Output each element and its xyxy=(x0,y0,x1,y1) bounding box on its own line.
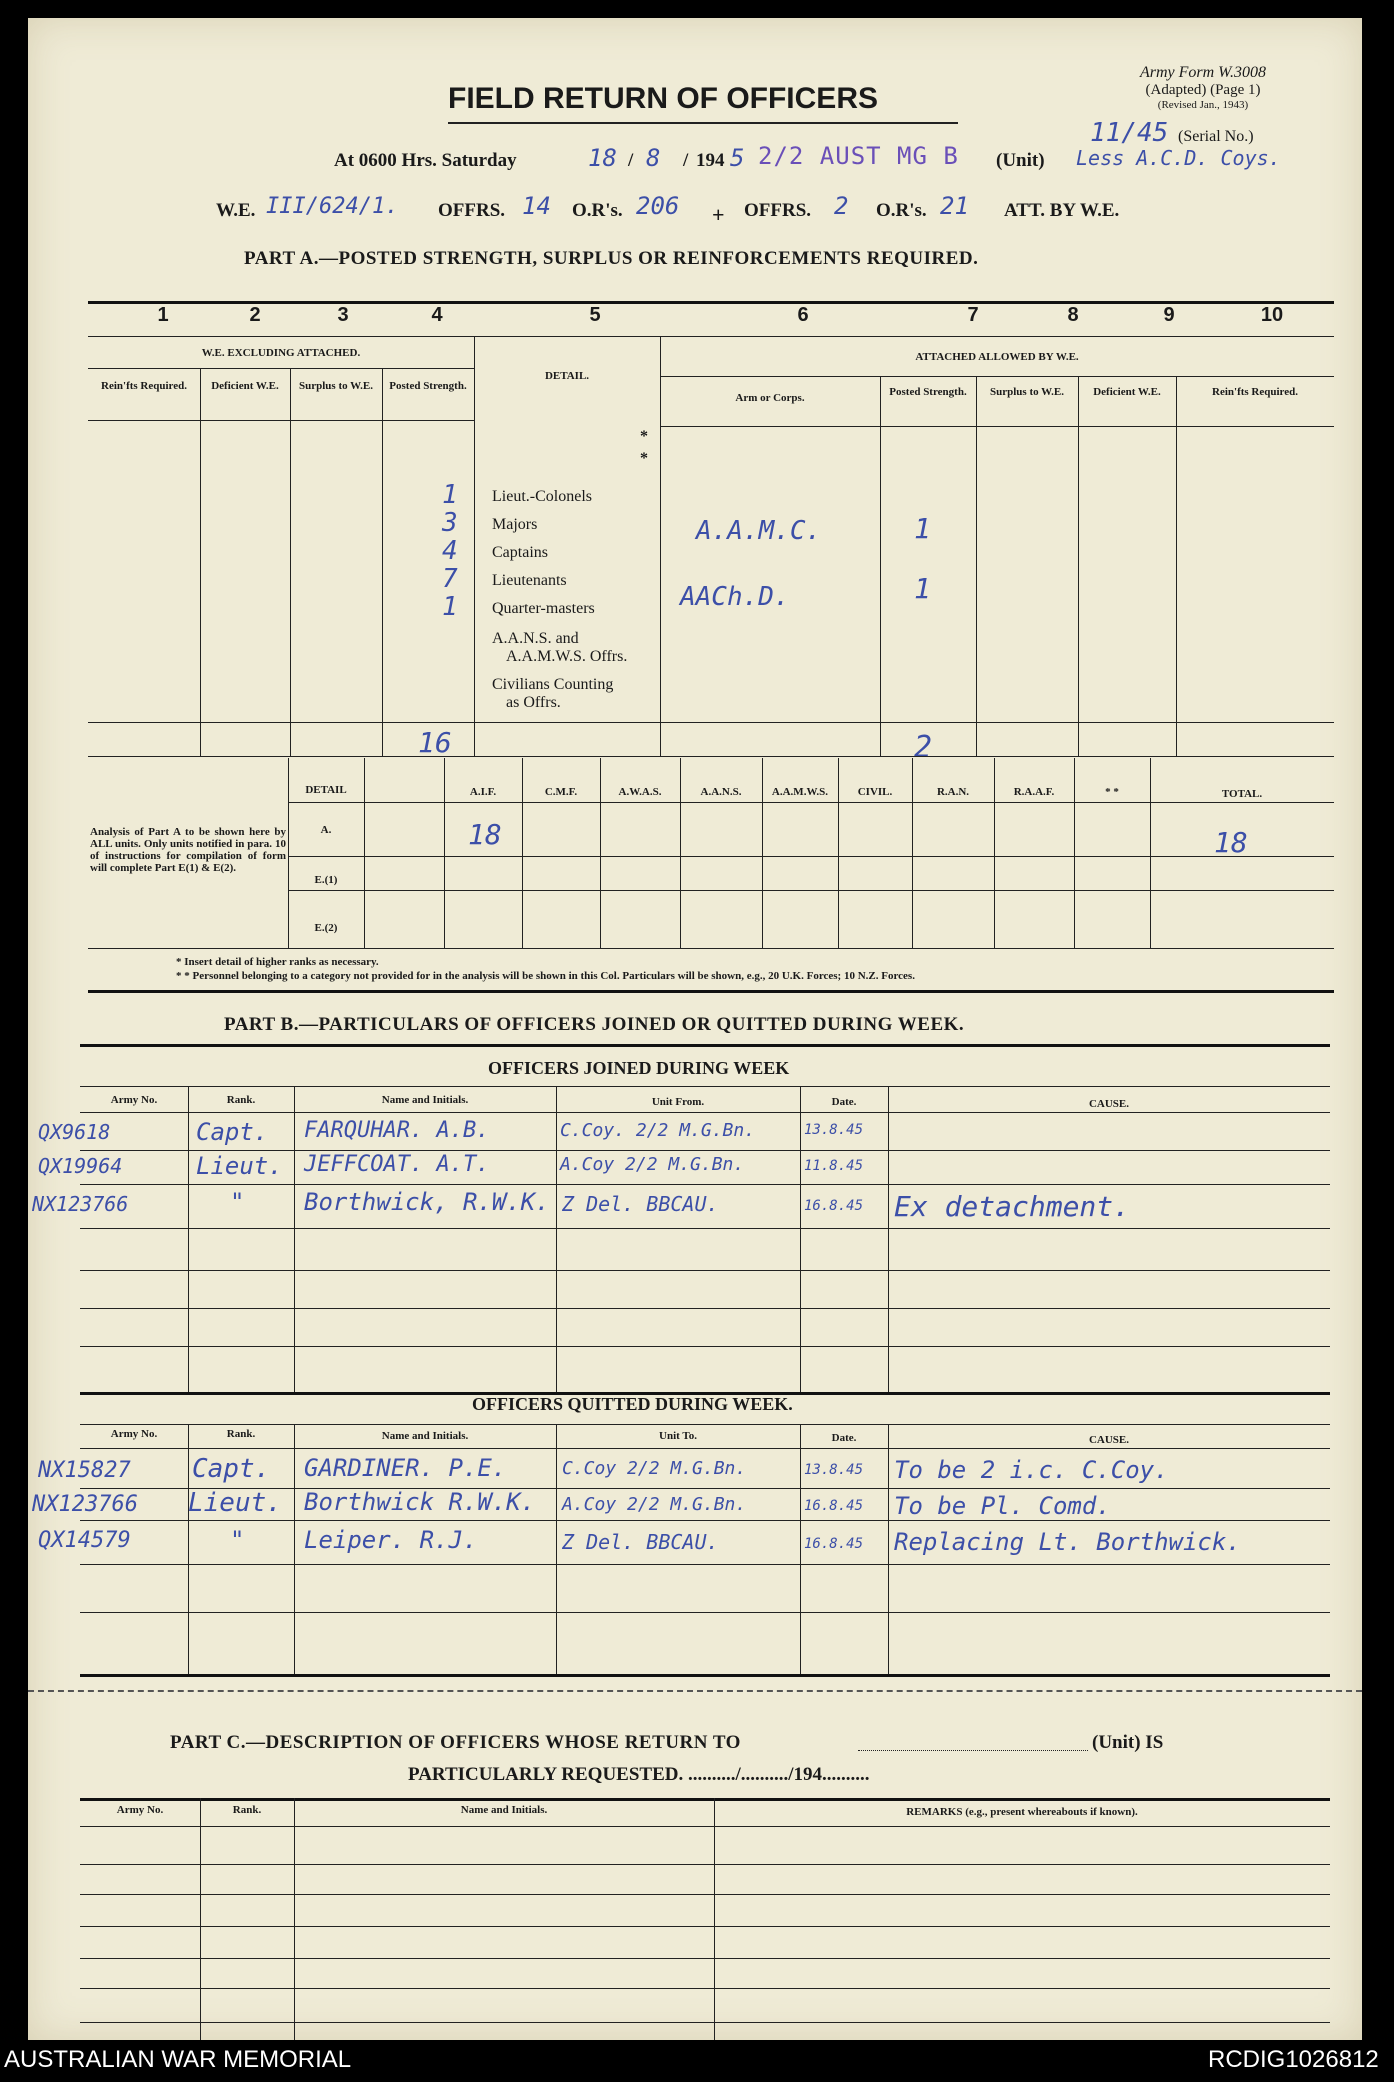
qh-date: Date. xyxy=(831,1432,857,1444)
column-numbers: 1 2 3 4 5 6 7 8 9 10 xyxy=(157,304,1284,326)
rank-captains: Captains xyxy=(492,544,548,561)
part-b-title: PART B.—PARTICULARS OF OFFICERS JOINED OR QUITTED DURING WEEK. xyxy=(224,1014,965,1035)
star-1: * xyxy=(640,428,648,445)
date-day: 18 xyxy=(588,144,617,172)
ors2-value: 21 xyxy=(940,192,969,220)
serial-label: (Serial No.) xyxy=(1178,128,1254,145)
footnote-2: * * Personnel belonging to a category not provided for in the analysis will be shown in this Col. Particulars will be shown, e.g., 20 U.K. Forces; 10 N.Z. Forces. xyxy=(176,970,915,982)
col-att-deficient: Deficient W.E. xyxy=(1093,386,1161,398)
qh-name: Name and Initials. xyxy=(381,1430,469,1442)
an-h-cmf: C.M.F. xyxy=(544,786,578,798)
jh-rank: Rank. xyxy=(226,1094,256,1106)
posted-lieutenants: 7 xyxy=(442,564,458,594)
unit-label: (Unit) xyxy=(996,150,1045,171)
posted-captains: 4 xyxy=(442,536,458,566)
part-c-title-line2: PARTICULARLY REQUESTED. ........../........../194.......... xyxy=(408,1764,870,1785)
civ-line1: Civilians Counting xyxy=(492,676,614,693)
star-2: * xyxy=(640,450,648,467)
ors2-label: O.R's. xyxy=(876,200,927,221)
jh-army-no: Army No. xyxy=(110,1094,158,1106)
form-ref-line1: Army Form W.3008 xyxy=(1139,64,1267,81)
col-posted: Posted Strength. xyxy=(389,380,467,392)
rank-lieutenants: Lieutenants xyxy=(492,572,567,589)
rank-lt-col: Lieut.-Colonels xyxy=(492,488,592,505)
an-h-aamws: A.A.M.W.S. xyxy=(771,786,829,798)
form-sheet: Army Form W.3008 (Adapted) (Page 1) (Revised Jan., 1943) 11/45 (Serial No.) FIELD RETURN OF OFFICERS At 0600 Hrs. Saturday 18 / 8 / 194 5 2/2 AUST MG B (Unit) Less A.C.D. Coys. W.E. III/624/1. OFFRS. 14 O.R's. 206 + OFFRS. 2 O.R's. 21 ATT. BY W.E. PART A.—POSTED STRENGTH, SURPLUS OR REINFORCEMENTS REQUIRED. 1 2 3 4 5 6 7 8 9 10 W.E. EXCLUDING ATTACHED. ATTACHED ALLOWED BY W.E. DETAIL. Rein'fts Required. Deficient W.E. Surplus to W.E. Posted Strength. Arm or Corps. Posted Strength. Surplus to W.E. Deficient W.E. Rein'fts Required. * * Lieut.-Colonels Majors Captains Lieutenants Quarter-masters A.A.N.S. and A.A.M.W.S. Offrs. Civilians Counting as Offrs. 1 3 4 7 1 A.A.M.C. 1 AACh.D. 1 16 2 Analysis of Part A to be shown here by ALL units. Only units notified in para. 10 of instructions for compilation of form will complete Part E(1) & E(2). DETAIL A.I.F. C.M.F. A.W.A.S. A.A.N.S. A.A.M.W.S. CIVIL. R.A.N. R.A.A.F. * * TOTAL. A. 18 18 E.(1) E.(2) * Insert detail of higher ranks as necessary. * * Personnel belonging to a category not provided for in the analysis will be shown in this Col. Particulars will be shown, e.g., 20 U.K. Forces; 10 N.Z. Forces. PART B.—PARTICULARS OF OFFICERS JOINED OR QUITTED DURING WEEK. OFFICERS JOINED DURING WEEK Army No. Rank. Name and Initials. Unit From. Date. CAUSE. QX9618 Capt. FARQUHAR. A.B. C.Coy. 2/2 M.G.Bn. 13.8.45 QX19964 Lieut. JEFFCOAT. A.T. A.Coy 2/2 M.G.Bn. 11.8.45 NX123766 " Borthwick, R.W.K. Z Del. BBCAU. 16.8.45 Ex detachment. OFFICERS QUITTED DURING WEEK. Army No. Rank. Name and Initials. Unit To. Date. CAUSE. NX15827 Capt. GARDINER. P.E. C.Coy 2/2 M.G.Bn. 13.8.45 To be 2 i.c. C.Coy. NX123766 Lieut. Borthwick R.W.K. A.Coy 2/2 M.G.Bn. 16.8.45 To be Pl. Comd. QX14579 " Leiper. R.J. Z Del. BBCAU. 16.8.45 Replacing Lt. Borthwick. PART C.—DESCRIPTION OF OFFICERS WHOSE RETURN TO (Unit) IS PARTICULARLY REQUESTED. ........../........../194.......... Army No. Rank. Name and Initials. REMARKS (e.g., present whereabouts if known). xyxy=(28,18,1362,2040)
group-right-header: ATTACHED ALLOWED BY W.E. xyxy=(915,351,1079,363)
date-month: 8 xyxy=(646,144,661,172)
unit-note: Less A.C.D. Coys. xyxy=(1076,146,1281,170)
plus-sign: + xyxy=(712,202,725,227)
col-att-surplus: Surplus to W.E. xyxy=(990,386,1064,398)
jh-date: Date. xyxy=(831,1096,857,1108)
joined-title: OFFICERS JOINED DURING WEEK xyxy=(488,1058,790,1078)
form-title: FIELD RETURN OF OFFICERS xyxy=(448,82,878,115)
qh-rank: Rank. xyxy=(226,1428,256,1440)
serial-value: 11/45 xyxy=(1090,118,1169,148)
offrs-value: 14 xyxy=(522,192,551,220)
an-h-detail: DETAIL xyxy=(305,784,347,796)
posted-majors: 3 xyxy=(442,508,458,538)
an-h-aans: A.A.N.S. xyxy=(700,786,742,798)
col-reinfts: Rein'fts Required. xyxy=(101,380,187,392)
form-ref-line2: (Adapted) (Page 1) xyxy=(1145,82,1261,98)
ors-value: 206 xyxy=(636,192,680,220)
ch-remarks: REMARKS (e.g., present whereabouts if known). xyxy=(906,1806,1138,1818)
an-aif-a: 18 xyxy=(468,818,502,851)
at-label: At 0600 Hrs. Saturday xyxy=(334,150,517,171)
jh-unit: Unit From. xyxy=(651,1096,705,1108)
jh-name: Name and Initials. xyxy=(381,1094,469,1106)
attached-corps-2: AACh.D. xyxy=(680,582,790,612)
col-arm-corps: Arm or Corps. xyxy=(735,392,805,404)
an-total-a: 18 xyxy=(1214,826,1248,859)
attached-corps-1: A.A.M.C. xyxy=(696,516,822,546)
offrs-label: OFFRS. xyxy=(438,200,506,221)
part-c-title-post: (Unit) IS xyxy=(1092,1732,1164,1753)
attached-posted-2: 1 xyxy=(914,572,931,605)
an-h-ran: R.A.N. xyxy=(936,786,970,798)
quitted-title: OFFICERS QUITTED DURING WEEK. xyxy=(472,1394,793,1414)
ch-rank: Rank. xyxy=(232,1804,262,1816)
an-h-other: * * xyxy=(1105,786,1119,798)
unit-stamp: 2/2 AUST MG B xyxy=(758,142,959,170)
col-att-reinfts: Rein'fts Required. xyxy=(1212,386,1298,398)
offrs2-value: 2 xyxy=(834,192,849,220)
group-left-header: W.E. EXCLUDING ATTACHED. xyxy=(201,347,361,359)
qh-army-no: Army No. xyxy=(110,1428,158,1440)
an-h-total: TOTAL. xyxy=(1221,788,1263,800)
we-label: W.E. xyxy=(216,200,256,221)
civ-line2: as Offrs. xyxy=(506,694,561,711)
attached-posted-1: 1 xyxy=(914,512,931,545)
date-year-hw: 5 xyxy=(730,144,745,172)
an-h-awas: A.W.A.S. xyxy=(618,786,662,798)
part-c-unit-blank xyxy=(858,1750,1088,1751)
posted-lt-col: 1 xyxy=(442,480,458,510)
rank-qm: Quarter-masters xyxy=(492,600,595,617)
qh-unit: Unit To. xyxy=(659,1430,697,1442)
part-c-title-pre: PART C.—DESCRIPTION OF OFFICERS WHOSE RETURN TO xyxy=(170,1732,741,1753)
ch-name: Name and Initials. xyxy=(460,1804,548,1816)
an-h-civil: CIVIL. xyxy=(857,786,893,798)
ch-army-no: Army No. xyxy=(116,1804,164,1816)
an-h-raaf: R.A.A.F. xyxy=(1013,786,1055,798)
offrs2-label: OFFRS. xyxy=(744,200,812,221)
form-ref-line3: (Revised Jan., 1943) xyxy=(1157,99,1249,111)
col-surplus: Surplus to W.E. xyxy=(299,380,373,392)
tear-line xyxy=(28,1690,1362,1692)
qh-cause: CAUSE. xyxy=(1088,1434,1130,1446)
footer-id: RCDIG1026812 xyxy=(1208,2046,1379,2073)
part-a-title: PART A.—POSTED STRENGTH, SURPLUS OR REINFORCEMENTS REQUIRED. xyxy=(244,248,979,269)
aans-line2: A.A.M.W.S. Offrs. xyxy=(506,648,628,665)
footnote-1: * Insert detail of higher ranks as necessary. xyxy=(176,956,379,968)
col-att-posted: Posted Strength. xyxy=(889,386,967,398)
total-attached: 2 xyxy=(914,730,933,765)
an-row-e2: E.(2) xyxy=(314,922,338,934)
detail-header: DETAIL. xyxy=(544,370,590,382)
footer-credit: AUSTRALIAN WAR MEMORIAL xyxy=(4,2046,352,2073)
analysis-note: Analysis of Part A to be shown here by ALL units. Only units notified in para. 10 of instructions for compilation of form will complete Part E(1) & E(2). xyxy=(90,826,286,874)
an-row-a: A. xyxy=(320,824,332,836)
date-year-prefix: 194 xyxy=(696,150,725,171)
aans-line1: A.A.N.S. and xyxy=(492,630,579,647)
an-row-e1: E.(1) xyxy=(314,874,338,886)
posted-qm: 1 xyxy=(442,592,458,622)
an-h-aif: A.I.F. xyxy=(469,786,497,798)
jh-cause: CAUSE. xyxy=(1088,1098,1130,1110)
ors-label: O.R's. xyxy=(572,200,623,221)
total-posted: 16 xyxy=(418,726,452,759)
att-label: ATT. BY W.E. xyxy=(1004,200,1120,221)
col-deficient: Deficient W.E. xyxy=(211,380,279,392)
rank-majors: Majors xyxy=(492,516,538,533)
we-value: III/624/1. xyxy=(266,194,399,219)
